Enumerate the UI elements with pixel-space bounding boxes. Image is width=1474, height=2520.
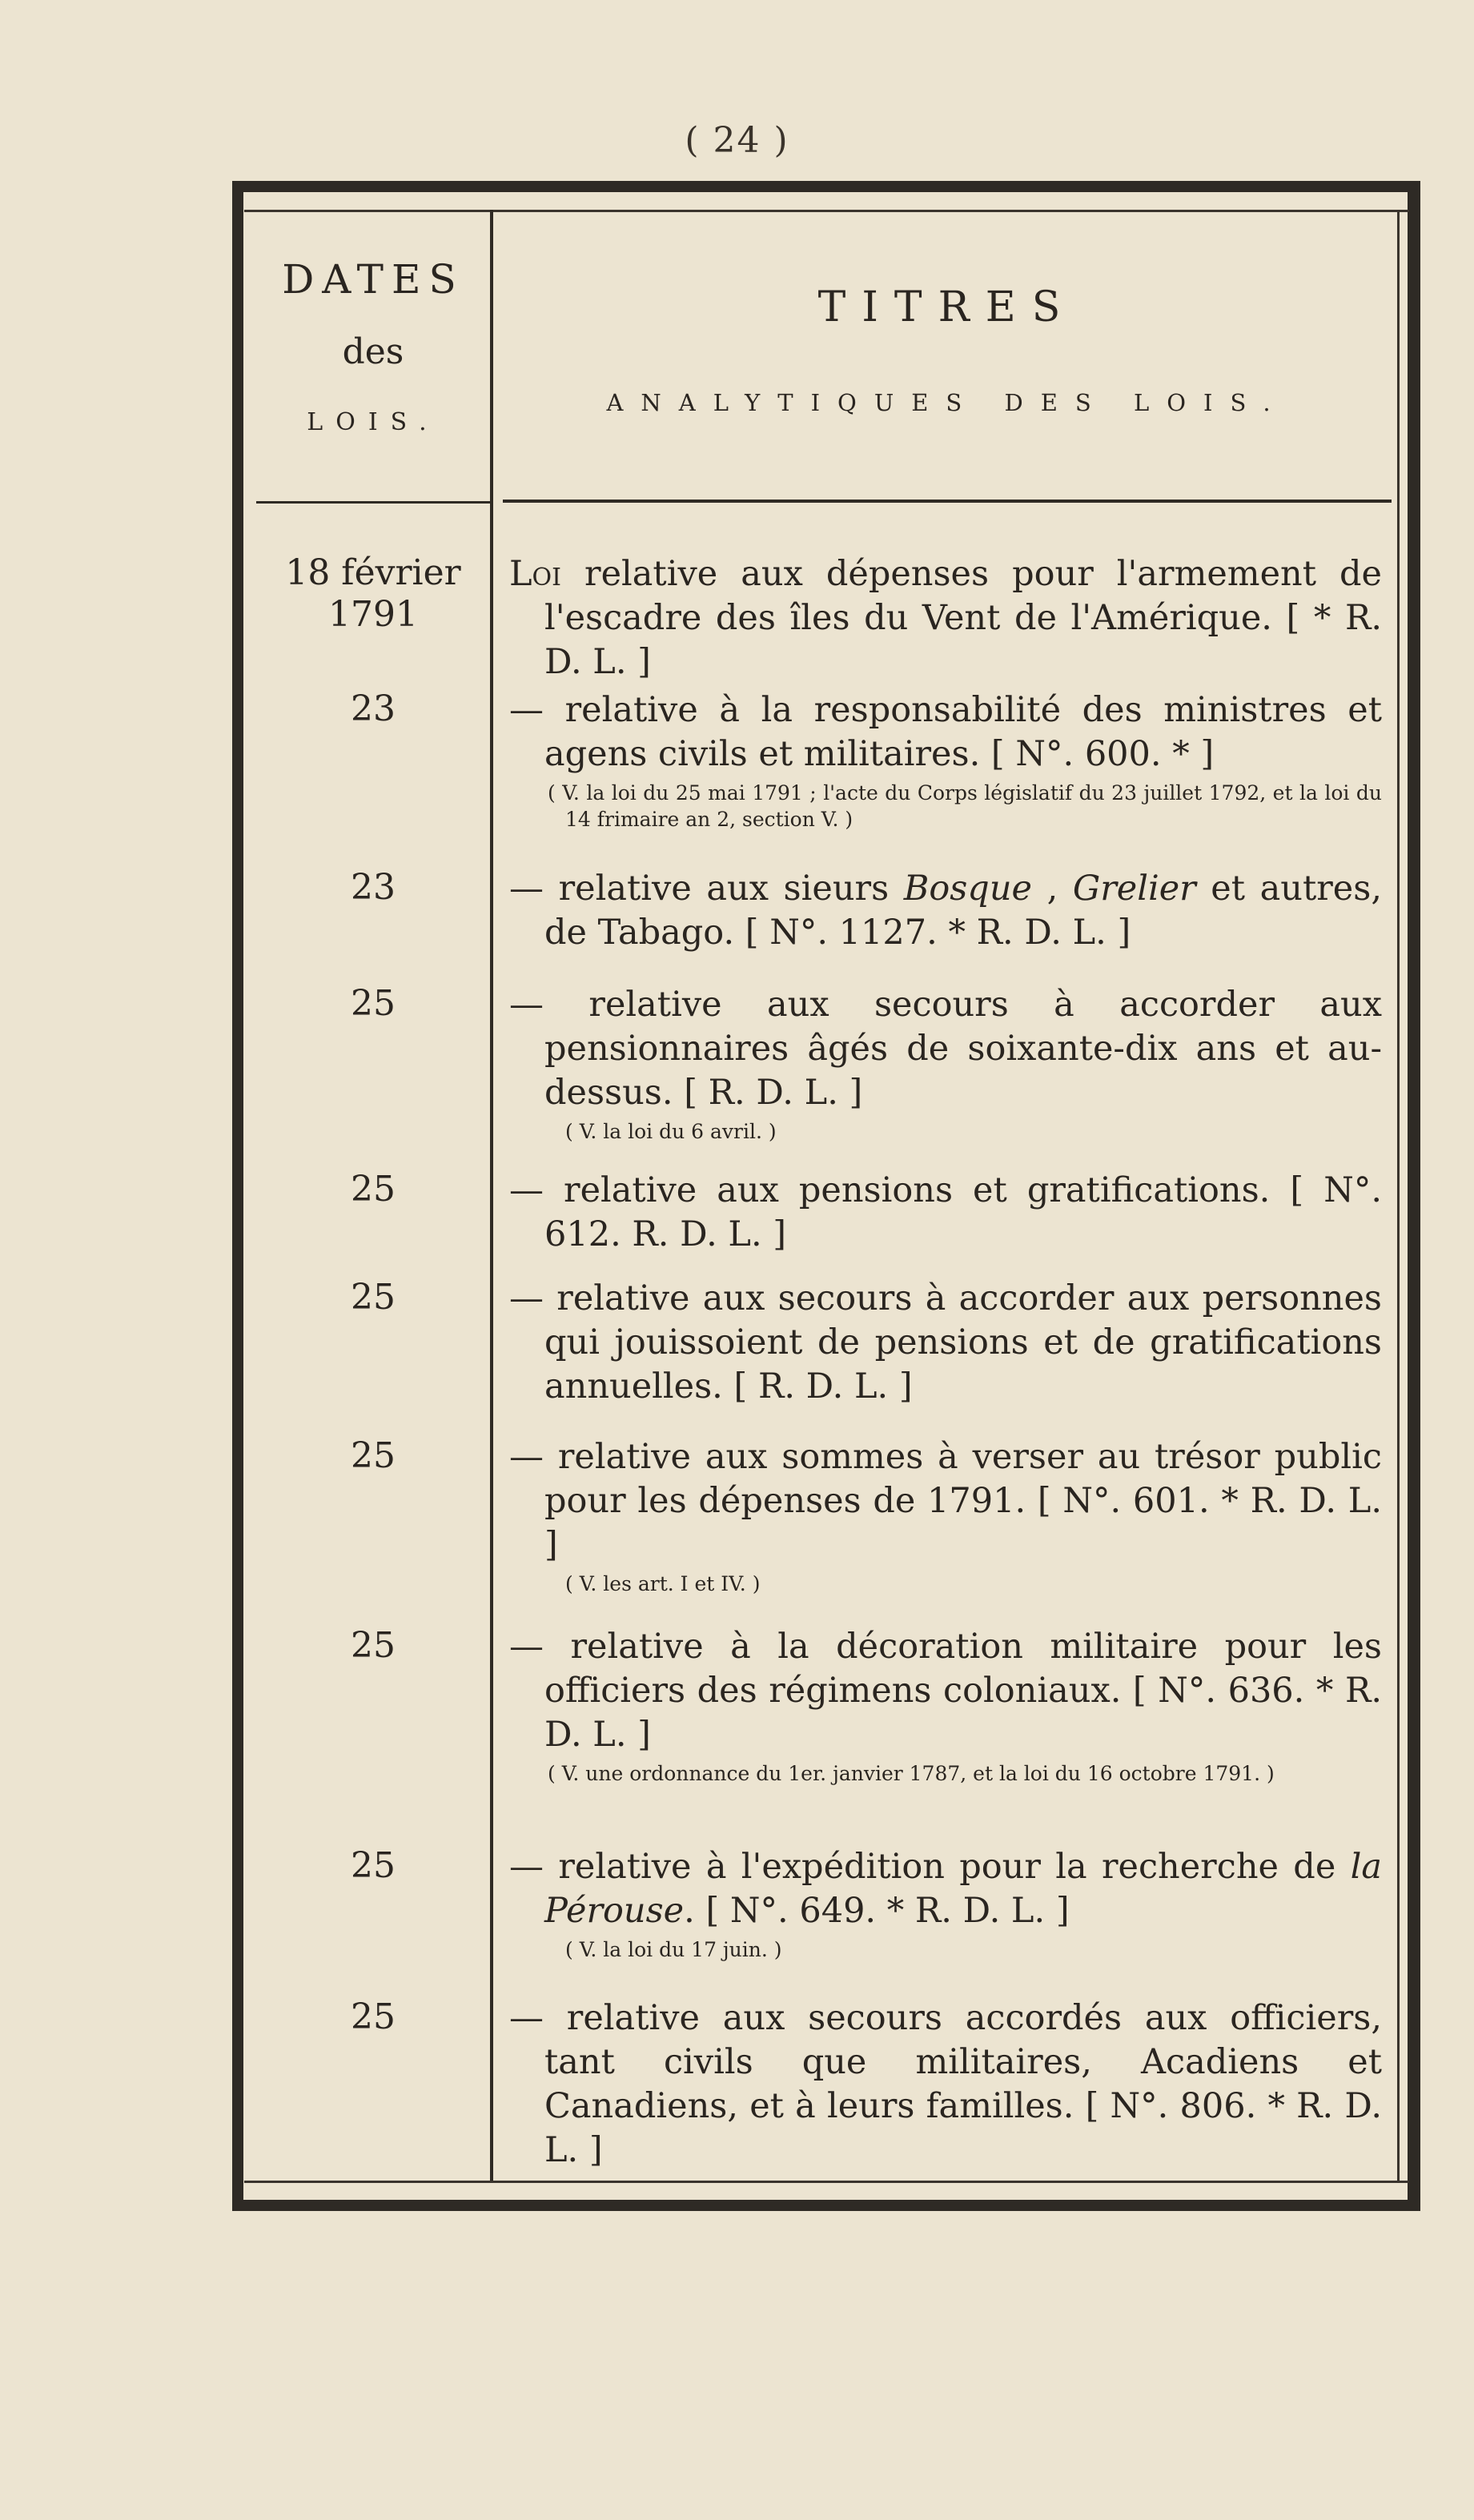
row-date: 25 — [351, 1169, 396, 1210]
text-post: et autres, de Tabago. [ N°. 1127. * R. D. L. ] — [544, 869, 1382, 953]
row-title — [509, 1169, 1382, 1257]
text-mid: , — [1031, 869, 1073, 909]
row-title-text: — relative aux secours à accorder aux personnes qui jouissoient de pensions et de gratifications annuelles. [ R. D. L. ] — [509, 1278, 1382, 1406]
header-rule-titles — [503, 500, 1392, 503]
row-title — [509, 1277, 1382, 1409]
name-grelier: Grelier — [1072, 869, 1196, 909]
column-divider — [490, 210, 493, 2181]
text-pre: — relative à l'expédition pour la recherche de — [509, 1847, 1351, 1887]
row-date: 25 — [351, 1845, 396, 1886]
row-title-text — [509, 1845, 1382, 1933]
row-date — [256, 552, 490, 636]
row-date: 23 — [351, 688, 396, 729]
row-title — [509, 1435, 1382, 1597]
row-title-text — [509, 552, 1382, 684]
name-bosque: Bosque — [903, 869, 1032, 909]
header-des: des — [342, 331, 404, 372]
row-title-text: — relative aux secours à accorder aux pensionnaires âgés de soixante-dix ans et au-dessus. [ R. D. L. ] — [509, 985, 1382, 1113]
row-title-text: — relative aux sommes à verser au trésor public pour les dépenses de 1791. [ N°. 601. * R. D. L. ] — [509, 1437, 1382, 1565]
right-inner-rule — [1397, 210, 1400, 2181]
row-date: 25 — [351, 1435, 396, 1476]
date-year: 1791 — [328, 594, 418, 635]
row-title — [509, 688, 1382, 833]
text-post: . [ N°. 649. * R. D. L. ] — [684, 1891, 1070, 1931]
law-text: relative aux dépenses pour l'armement de l'escadre des îles du Vent de l'Amérique. [ * R. D. L. ] — [544, 554, 1382, 682]
name-la-perouse: la Pérouse — [544, 1847, 1382, 1931]
header-lois: LOIS. — [307, 408, 440, 436]
header-analytiques: ANALYTIQUES DES LOIS. — [606, 389, 1288, 416]
row-title-text: — relative à la décoration militaire pour les officiers des régimens coloniaux. [ N°. 636. * R. D. L. ] — [509, 1627, 1382, 1755]
row-title — [509, 552, 1382, 684]
row-note: ( V. les art. I et IV. ) — [565, 1572, 761, 1595]
law-lead: Loi — [509, 554, 561, 594]
row-date: 25 — [351, 983, 396, 1024]
row-note: ( V. la loi du 17 juin. ) — [565, 1938, 782, 1961]
date-day-month: 18 février — [285, 552, 461, 593]
table-inner-top-rule — [244, 210, 1409, 212]
header-titres: TITRES — [817, 283, 1077, 331]
row-date: 25 — [351, 1996, 396, 2037]
row-date: 25 — [351, 1277, 396, 1318]
row-title-text: — relative aux secours accordés aux officiers, tant civils que militaires, Acadiens et Canadiens, et à leurs familles. [ N°. 806. * R. D. L. ] — [509, 1998, 1382, 2170]
row-note: ( V. la loi du 6 avril. ) — [565, 1120, 777, 1143]
row-title — [509, 1625, 1382, 1787]
row-note: ( V. la loi du 25 mai 1791 ; l'acte du Corps législatif du 23 juillet 1792, et la loi du 14 frimaire an 2, section V. ) — [548, 781, 1382, 831]
row-title — [509, 867, 1382, 955]
header-rule-dates — [256, 501, 490, 504]
header-dates: DATES — [282, 256, 464, 303]
row-title-text — [509, 867, 1382, 955]
row-title — [509, 1996, 1382, 2173]
page-number: ( 24 ) — [685, 120, 789, 161]
table-inner-bottom-rule — [244, 2181, 1409, 2183]
row-note: ( V. une ordonnance du 1er. janvier 1787, et la loi du 16 octobre 1791. ) — [548, 1762, 1275, 1785]
row-title — [509, 983, 1382, 1145]
row-title-text: — relative à la responsabilité des ministres et agens civils et militaires. [ N°. 600. * ] — [509, 690, 1382, 774]
row-title — [509, 1845, 1382, 1963]
row-date: 25 — [351, 1625, 396, 1666]
row-date: 23 — [351, 867, 396, 908]
row-title-text: — relative aux pensions et gratifications. [ N°. 612. R. D. L. ] — [509, 1170, 1382, 1254]
text-pre: — relative aux sieurs — [509, 869, 904, 909]
